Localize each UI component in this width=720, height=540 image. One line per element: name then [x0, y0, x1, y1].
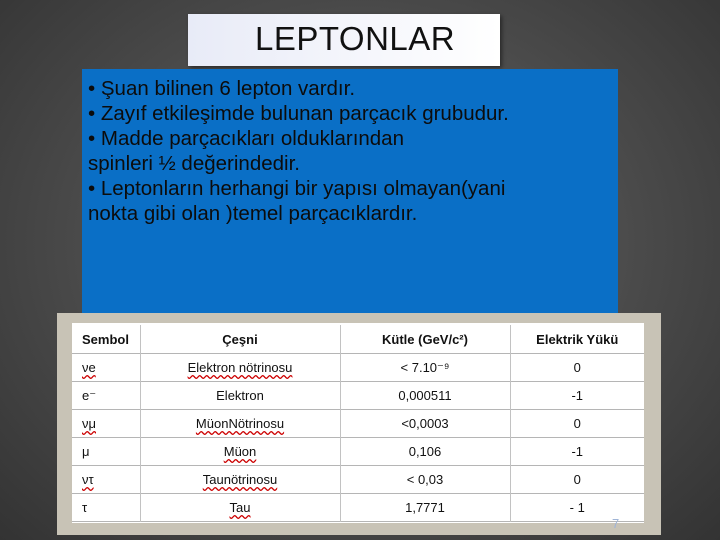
cell-charge: -1 [571, 444, 584, 459]
cell-symbol: ντ [72, 466, 140, 494]
cell-symbol: νe [72, 354, 140, 382]
bullet-line: • Şuan bilinen 6 lepton vardır. [88, 77, 356, 100]
page-number: 7 [612, 516, 620, 531]
table-row [72, 494, 644, 522]
bullet-line: • Leptonların herhangi bir yapısı olmayan(yani [88, 177, 506, 200]
cell-mass: < 0,03 [340, 466, 510, 494]
cell-charge: -1 [571, 388, 584, 403]
cell-flavor: Müon [140, 438, 340, 466]
cell-charge: 0 [573, 472, 581, 487]
cell-mass: < 7.10⁻⁹ [340, 354, 510, 382]
cell-flavor: Elektron nötrinosu [140, 354, 340, 382]
table-header-row [72, 325, 644, 354]
cell-charge: 0 [573, 360, 581, 375]
cell-mass: 0,106 [340, 438, 510, 466]
cell-symbol: νμ [72, 410, 140, 438]
table-row [72, 438, 644, 466]
cell-symbol: τ [72, 494, 140, 522]
header-cesni: Çeşni [140, 325, 340, 354]
cell-symbol: e⁻ [72, 382, 140, 410]
cell-mass: 0,000511 [340, 382, 510, 410]
bullet-list [88, 76, 618, 226]
bullet-line: • Zayıf etkileşimde bulunan parçacık grubudur. [88, 102, 509, 125]
cell-flavor: Taunötrinosu [140, 466, 340, 494]
slide-title: LEPTONLAR [255, 20, 456, 57]
cell-mass: 1,7771 [340, 494, 510, 522]
cell-flavor: MüonNötrinosu [140, 410, 340, 438]
bullet-line: • Madde parçacıkları olduklarından [88, 127, 404, 150]
cell-charge: - 1 [569, 500, 585, 515]
table-row [72, 354, 644, 382]
cell-symbol: μ [72, 438, 140, 466]
table-row [72, 466, 644, 494]
cell-mass: <0,0003 [340, 410, 510, 438]
header-elektrik-yuku: Elektrik Yükü [536, 331, 619, 347]
table-row [72, 382, 644, 410]
header-sembol: Sembol [72, 325, 140, 354]
table-row [72, 410, 644, 438]
cell-flavor: Tau [140, 494, 340, 522]
cell-flavor: Elektron [140, 382, 340, 410]
header-kutle: Kütle (GeV/c²) [340, 325, 510, 354]
bullet-line: nokta gibi olan )temel parçacıklardır. [88, 202, 418, 225]
lepton-table [72, 325, 644, 522]
bullet-line: spinleri ½ değerindedir. [88, 152, 300, 175]
cell-charge: 0 [573, 416, 581, 431]
